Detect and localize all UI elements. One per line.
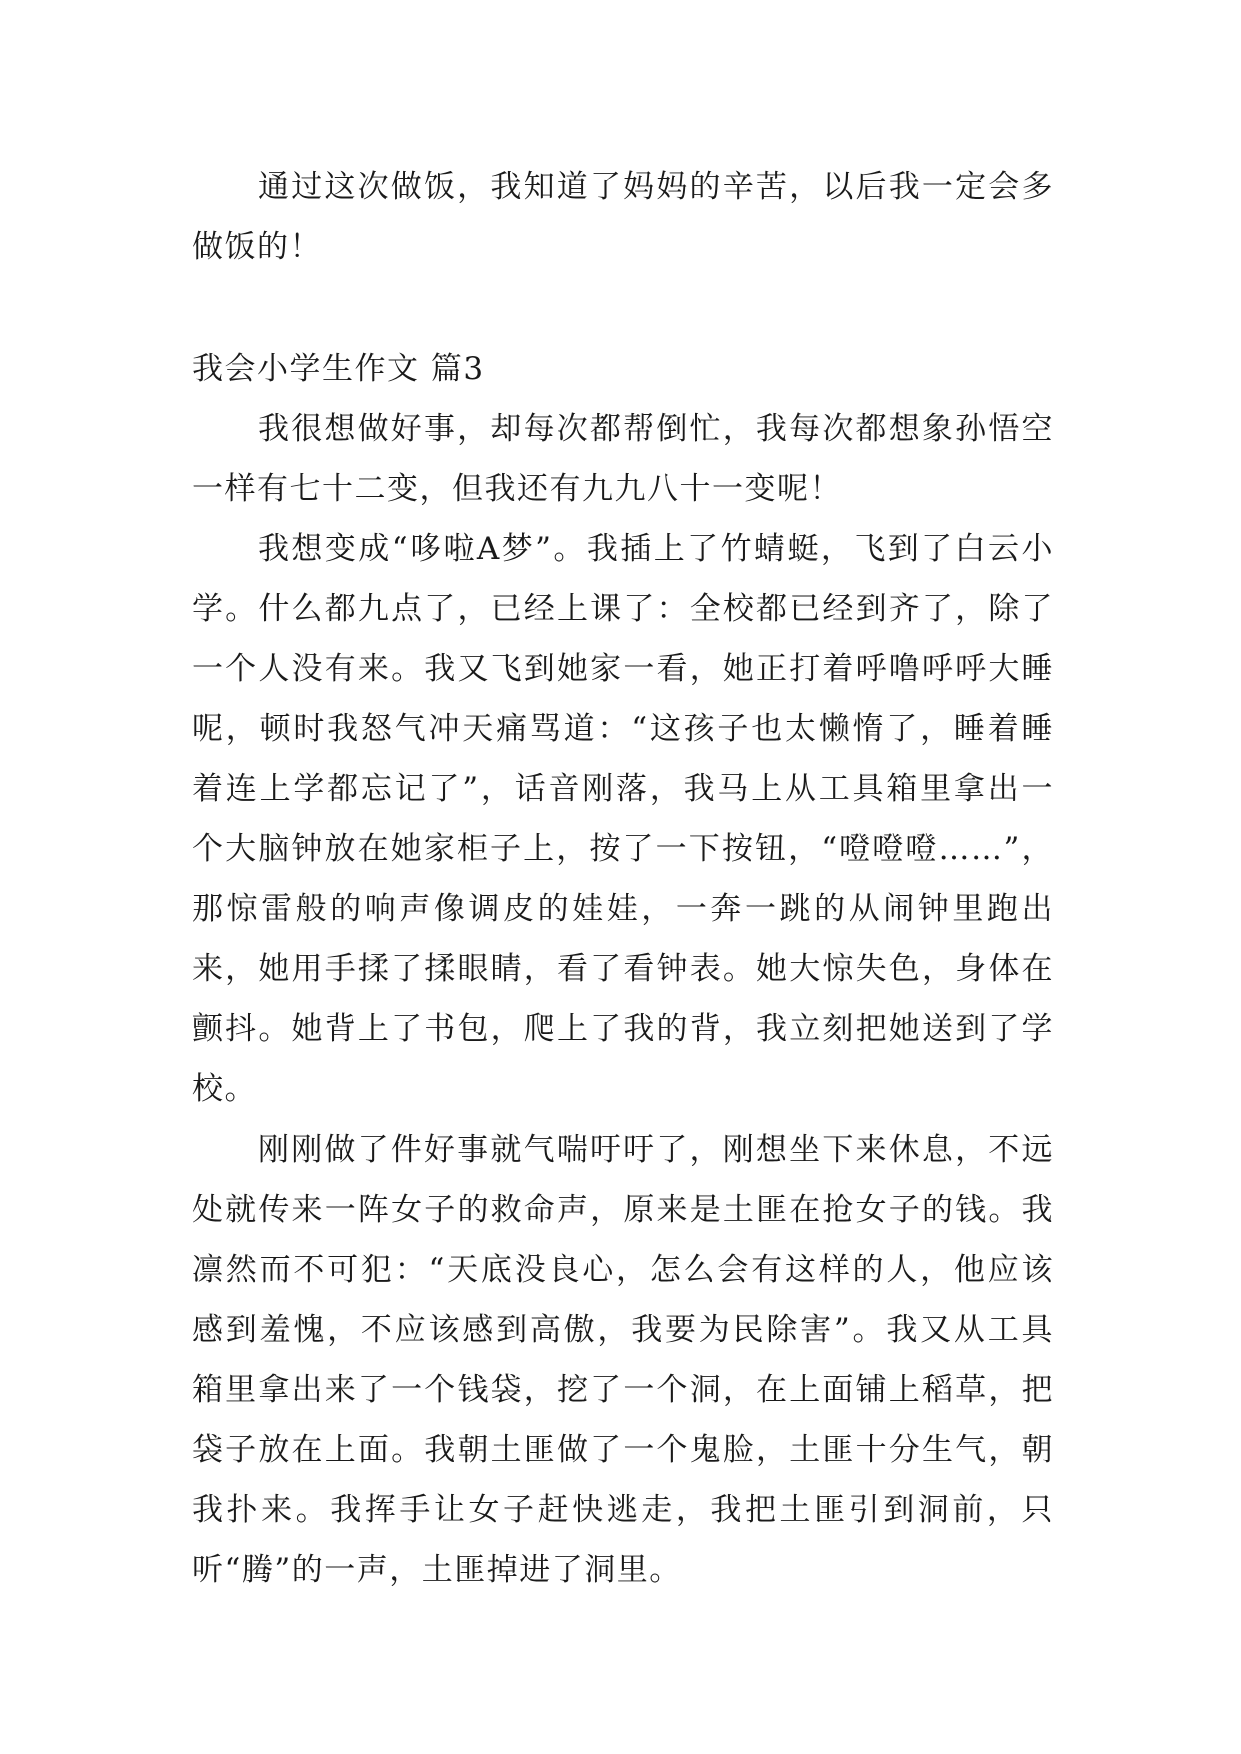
paragraph-doraemon: 我想变成“哆啦A梦”。我插上了竹蜻蜓，飞到了白云小学。什么都九点了，已经上课了：全校都已经到齐了，除了一个人没有来。我又飞到她家一看，她正打着呼噜呼呼大睡呢，顿时我怒气冲天痛骂道：“这孩子也太懒惰了，睡着睡着连上学都忘记了”，话音刚落，我马上从工具箱里拿出一个大脑钟放在她家柜子上，按了一下按钮，“噔噔噔……”，那惊雷般的响声像调皮的娃娃，一奔一跳的从闹钟里跑出来，她用手揉了揉眼睛，看了看钟表。她大惊失色，身体在颤抖。她背上了书包，爬上了我的背，我立刻把她送到了学校。 xyxy=(192,531,1054,1107)
paragraph-bandit: 刚刚做了件好事就气喘吁吁了，刚想坐下来休息，不远处就传来一阵女子的救命声，原来是土匪在抢女子的钱。我凛然而不可犯：“天底没良心，怎么会有这样的人，他应该感到羞愧，不应该感到高傲，我要为民除害”。我又从工具箱里拿出来了一个钱袋，挖了一个洞，在上面铺上稻草，把袋子放在上面。我朝土匪做了一个鬼脸，土匪十分生气，朝我扑来。我挥手让女子赶快逃走，我把土匪引到洞前，只听“腾”的一声，土匪掉进了洞里。 xyxy=(192,1132,1054,1588)
paragraph-cooking-conclusion: 通过这次做饭，我知道了妈妈的辛苦，以后我一定会多做饭的！ xyxy=(192,169,1054,265)
paragraph-intro: 我很想做好事，却每次都帮倒忙，我每次都想象孙悟空一样有七十二变，但我还有九九八十一变呢！ xyxy=(192,411,1054,507)
section-heading: 我会小学生作文 篇3 xyxy=(192,351,485,387)
